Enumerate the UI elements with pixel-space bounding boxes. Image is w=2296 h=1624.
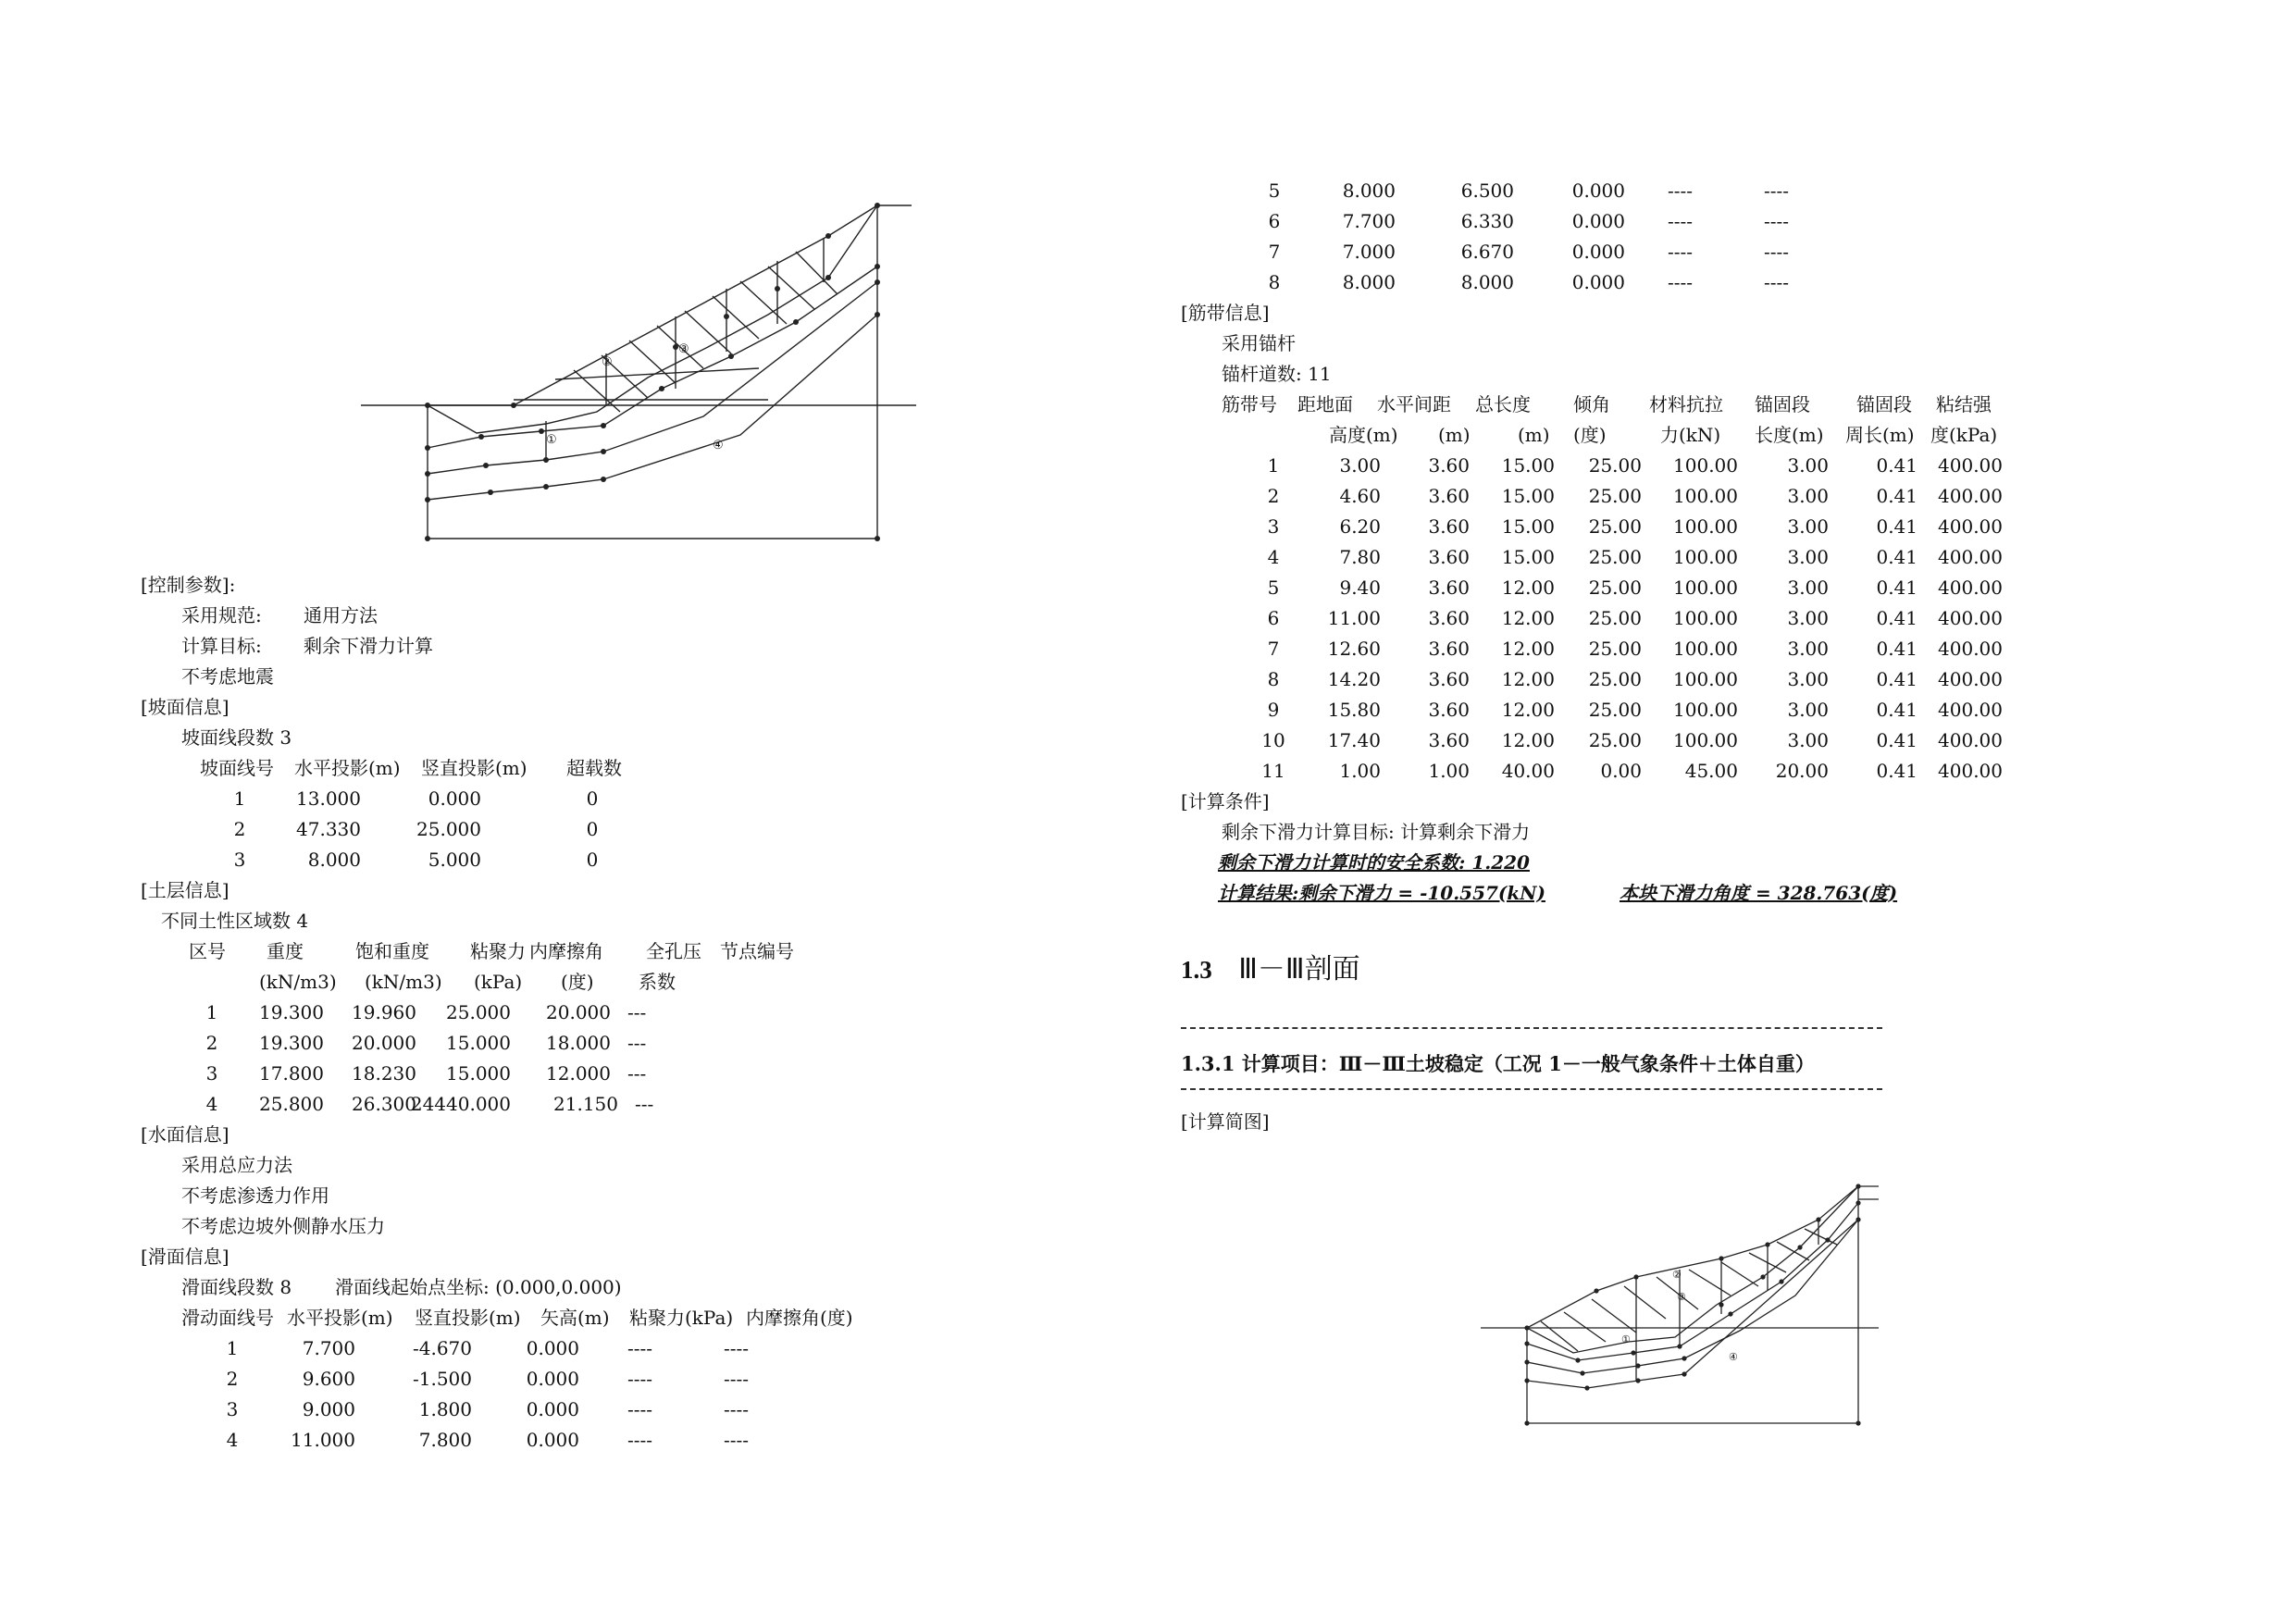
- diagram2-label-1: ①: [1621, 1333, 1631, 1345]
- anchor-col2-5: 力(kN): [1660, 424, 1721, 446]
- soil-col-2: 重度: [267, 940, 304, 962]
- soil-col-5: 内摩擦角: [529, 940, 603, 962]
- slip-col-2: 水平投影(m): [287, 1307, 393, 1329]
- slope-diagram-2: [0, 0, 1, 1]
- anchor-count: 锚杆道数: 11: [1222, 363, 1332, 385]
- slope-col-1: 坡面线号: [200, 757, 274, 779]
- soil-col-4: 粘聚力: [470, 940, 526, 962]
- control-header: [控制参数]:: [141, 574, 236, 596]
- soil-header: [土层信息]: [141, 879, 230, 901]
- anchor-col-1: 筋带号: [1222, 393, 1277, 415]
- anchor-col-7: 锚固段: [1755, 393, 1810, 415]
- spec-value: 通用方法: [304, 604, 378, 626]
- water-item-3: 不考虑边坡外侧静水压力: [181, 1215, 385, 1237]
- section-number: 1.3: [1181, 956, 1212, 984]
- slip-start: 滑面线起始点坐标: (0.000,0.000): [335, 1276, 622, 1298]
- anchor-col2-6: 长度(m): [1755, 424, 1824, 446]
- anchor-col-4: 总长度: [1475, 393, 1531, 415]
- anchor-header: [筋带信息]: [1181, 302, 1270, 324]
- calc-target: 剩余下滑力计算目标: 计算剩余下滑力: [1222, 821, 1531, 843]
- water-header: [水面信息]: [141, 1123, 230, 1146]
- diagram2-label-2: ②: [1672, 1269, 1682, 1281]
- slope-count: 坡面线段数 3: [181, 726, 292, 749]
- diagram1-label-1: ①: [546, 433, 557, 447]
- diagram2-label-3: ③: [1677, 1291, 1686, 1303]
- calc-safety: 剩余下滑力计算时的安全系数: 1.220: [1218, 851, 1530, 874]
- diagram1-label-3: ③: [678, 342, 689, 356]
- slope-col-3: 竖直投影(m): [421, 757, 527, 779]
- slip-col-5: 粘聚力(kPa): [629, 1307, 734, 1329]
- anchor-col2-3: (m): [1518, 424, 1550, 446]
- calc-angle: 本块下滑力角度 = 328.763(度): [1620, 882, 1898, 904]
- slip-col-3: 竖直投影(m): [415, 1307, 521, 1329]
- slope-header: [坡面信息]: [141, 696, 230, 718]
- water-item-1: 采用总应力法: [181, 1154, 292, 1176]
- slope-col-2: 水平投影(m): [294, 757, 401, 779]
- anchor-col2-1: 高度(m): [1329, 424, 1398, 446]
- subsection-title: 1.3.1 计算项目：Ⅲ－Ⅲ土坡稳定（工况 1－一般气象条件＋土体自重）: [1181, 1052, 1815, 1075]
- soil-count: 不同土性区域数 4: [161, 910, 309, 932]
- calc-header: [计算条件]: [1181, 790, 1270, 812]
- calc-result: 计算结果:剩余下滑力 = -10.557(kN): [1218, 882, 1545, 904]
- anchor-type: 采用锚杆: [1222, 332, 1296, 354]
- section-heading: [1181, 946, 1360, 986]
- diagram1-label-4: ④: [713, 439, 724, 452]
- anchor-col2-2: (m): [1438, 424, 1471, 446]
- anchor-col-2: 距地面: [1297, 393, 1353, 415]
- soil-unit-5: 系数: [639, 971, 676, 993]
- anchor-col2-4: (度): [1573, 424, 1607, 446]
- seismic-note: 不考虑地震: [181, 665, 274, 688]
- anchor-col2-7: 周长(m): [1845, 424, 1915, 446]
- diagram2-label-4: ④: [1729, 1351, 1738, 1363]
- slip-col-4: 矢高(m): [540, 1307, 610, 1329]
- water-item-2: 不考虑渗透力作用: [181, 1184, 329, 1207]
- soil-col-1: 区号: [189, 940, 226, 962]
- soil-unit-1: (kN/m3): [259, 971, 337, 993]
- slip-col-1: 滑动面线号: [181, 1307, 274, 1329]
- soil-unit-4: (度): [561, 971, 594, 993]
- target-label: 计算目标:: [181, 635, 262, 657]
- target-value: 剩余下滑力计算: [304, 635, 433, 657]
- section-title: Ⅲ－Ⅲ剖面: [1238, 953, 1360, 986]
- spec-label: 采用规范:: [181, 604, 262, 626]
- anchor-col-9: 粘结强: [1936, 393, 1992, 415]
- soil-col-7: 节点编号: [720, 940, 794, 962]
- slope-col-4: 超载数: [566, 757, 622, 779]
- diagram-label: [计算简图]: [1181, 1110, 1270, 1133]
- soil-col-3: 饱和重度: [355, 940, 429, 962]
- anchor-col-3: 水平间距: [1377, 393, 1451, 415]
- dashed-divider-bottom: [1181, 1088, 1882, 1090]
- slip-count: 滑面线段数 8: [181, 1276, 292, 1298]
- slip-header: [滑面信息]: [141, 1246, 230, 1268]
- soil-col-6: 全孔压: [646, 940, 701, 962]
- anchor-col-5: 倾角: [1573, 393, 1610, 415]
- anchor-col-6: 材料抗拉: [1649, 393, 1723, 415]
- slip-col-6: 内摩擦角(度): [746, 1307, 853, 1329]
- soil-unit-2: (kN/m3): [365, 971, 442, 993]
- anchor-col-8: 锚固段: [1856, 393, 1912, 415]
- anchor-col2-8: 度(kPa): [1930, 424, 1998, 446]
- diagram1-label-2: ②: [602, 355, 613, 369]
- dashed-divider-top: [1181, 1027, 1882, 1029]
- soil-unit-3: (kPa): [474, 971, 523, 993]
